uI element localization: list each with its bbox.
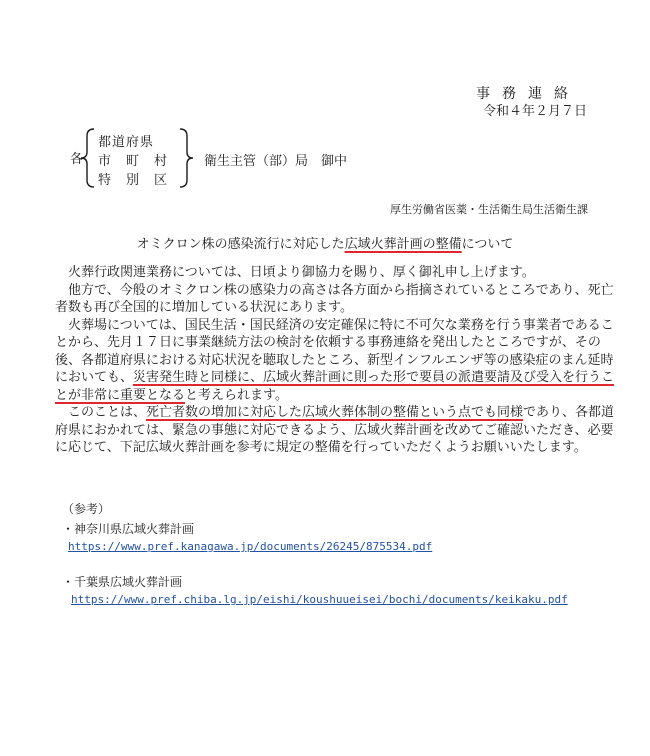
reference-link[interactable]: https://www.pref.kanagawa.jp/documents/26245/875534.pdf: [68, 540, 433, 553]
subject: [0, 233, 650, 252]
paragraph-1: 火葬行政関連業務については、日頃より御協力を賜り、厚く御礼申し上げます。: [68, 265, 535, 280]
paragraph-4: [55, 404, 615, 457]
left-brace: [80, 128, 96, 188]
reference-link[interactable]: https://www.pref.chiba.lg.jp/eishi/koushuueisei/bochi/documents/keikaku.pdf: [71, 593, 568, 606]
right-brace: [178, 128, 194, 188]
paragraph-3-pre: 火葬場については、国民生活・国民経済の安定確保に特に不可欠な業務を行う事業者であることから、先月１７日に事業継続方法の検討を依頼する事務連絡を発出したところですが、その後、各都道府県における対応状況を聴取したところ、新型インフルエンザ等の感染症のまん延時においても、: [55, 317, 614, 385]
addressee-prefix: 各: [70, 152, 84, 167]
reference-item-label: ・千葉県広域火葬計画: [62, 575, 183, 589]
addressee-line-1: 都道府県: [98, 135, 155, 150]
paragraph-3-highlight: 災害発生時と同様に、広域火葬計画に則った形で要員の派遣要請及び受入を行うことが非常に重要となる: [55, 370, 615, 403]
sender: 厚生労働省医薬・生活衛生局生活衛生課: [390, 203, 588, 216]
subject-highlight: 広域火葬計画の整備: [344, 237, 462, 252]
paragraph-2: 他方で、今般のオミクロン株の感染力の高さは各方面から指摘されているところであり、死亡者数も再び全国的に増加している状況にあります。: [55, 282, 614, 315]
addressee-line-3: 特 別 区: [98, 173, 169, 188]
paragraph-3-post: と考えられます。: [185, 387, 288, 403]
document-type: 事務連絡: [476, 86, 580, 102]
paragraph-3: [55, 317, 615, 405]
subject-post: について: [461, 237, 514, 252]
paragraph-4-pre: このことは、: [68, 405, 147, 420]
document-date: 令和４年２月７日: [482, 104, 587, 119]
reference-item-label: ・神奈川県広域火葬計画: [62, 522, 195, 536]
body-text: [55, 264, 615, 457]
subject-pre: オミクロン株の感染流行に対応した: [136, 237, 345, 252]
reference-heading: （参考）: [62, 502, 111, 516]
addressee-line-2: 市 町 村: [98, 154, 169, 169]
addressee-department: 衛生主管（部）局 御中: [204, 154, 348, 169]
paragraph-4-post: であり、各都道府県におかれては、緊急の事態に対応できるよう、広域火葬計画を改めてご確認いただき、必要に応じて、下記広域火葬計画を参考に規定の整備を行っていただくようお願いいたします。: [55, 405, 615, 455]
paragraph-4-highlight: 死亡者数の増加に対応した広域火葬体制の整備という点でも同様: [146, 405, 524, 420]
